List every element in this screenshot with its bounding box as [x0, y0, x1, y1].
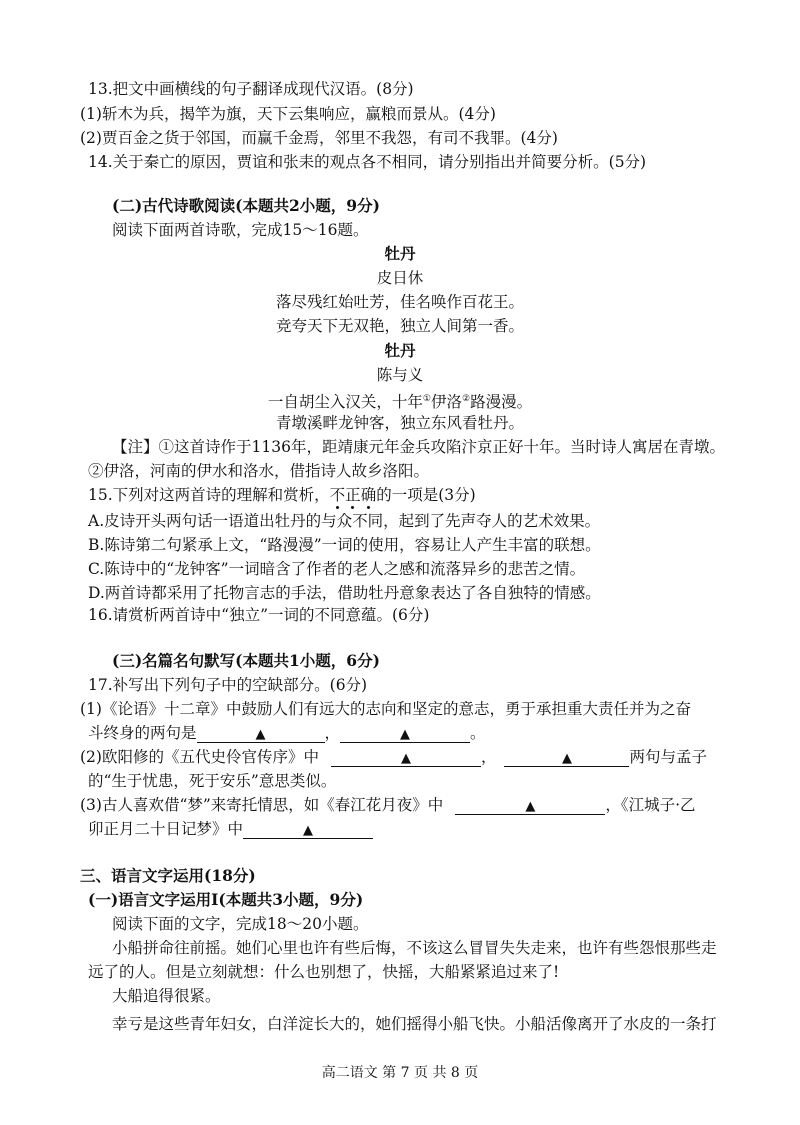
- q15-option-b: B.陈诗第二句紧承上文，“路漫漫”一词的使用，容易让人产生丰富的联想。: [88, 536, 601, 554]
- q17-part-1-cont: 斗终身的两句是 ▲ ， ▲ 。: [88, 724, 486, 742]
- answer-blank[interactable]: ▲: [243, 820, 373, 839]
- q13-stem: 13.把文中画横线的句子翻译成现代汉语。(8分): [88, 80, 414, 98]
- poem2-line-1: 一自胡尘入汉关，十年①伊洛②路漫漫。: [267, 393, 533, 412]
- page-footer: 高二语文 第 7 页 共 8 页: [321, 1065, 479, 1081]
- footnote-1: 【注】①这首诗作于1136年，距靖康元年金兵攻陷汴京正好十年。当时诗人寓居在青墩。: [112, 438, 725, 456]
- subsection-instruction: 阅读下面的文字，完成18～20小题。: [112, 915, 369, 933]
- q17-part-3: (3)古人喜欢借“梦”来寄托情思，如《春江花月夜》中 ▲ ，《江城子·乙: [80, 796, 696, 814]
- q17-stem: 17.补写出下列句子中的空缺部分。(6分): [88, 676, 368, 694]
- passage-line: 远了的人。但是立刻就想：什么也别想了，快摇，大船紧紧追过来了!: [88, 963, 560, 981]
- q17-part-3-cont: 卯正月二十日记梦》中 ▲: [88, 818, 373, 840]
- section-instruction: 阅读下面两首诗歌，完成15～16题。: [112, 221, 369, 239]
- section-title: (三)名篇名句默写(本题共1小题，6分): [112, 651, 380, 670]
- emphasis-char: 正: [345, 486, 361, 504]
- footnote-2: ②伊洛，河南的伊水和洛水，借指诗人故乡洛阳。: [88, 462, 430, 480]
- poem1-title: 牡丹: [384, 244, 416, 263]
- poem1-line-2: 竞夸天下无双艳，独立人间第一香。: [275, 317, 524, 335]
- q15-option-a: A.皮诗开头两句话一语道出牡丹的与众不同，起到了先声夺人的艺术效果。: [88, 512, 601, 530]
- answer-blank[interactable]: ▲: [331, 748, 481, 767]
- q13-item-1: (1)斩木为兵，揭竿为旗，天下云集响应，赢粮而景从。(4分): [80, 105, 496, 123]
- q13-item-2: (2)贾百金之货于邻国，而赢千金焉，邻里不我怨，有司不我罪。(4分): [80, 129, 558, 147]
- poem2-author: 陈与义: [376, 366, 424, 384]
- q15-stem: 15.下列对这两首诗的理解和赏析，不正确的一项是(3分): [88, 486, 476, 504]
- poem2-title: 牡丹: [384, 341, 416, 360]
- q17-part-1: (1)《论语》十二章》中鼓励人们有远大的志向和坚定的意志，勇于承担重大责任并为之奋: [80, 700, 691, 718]
- answer-blank[interactable]: ▲: [197, 724, 325, 743]
- q16-stem: 16.请赏析两首诗中“独立”一词的不同意蕴。(6分): [88, 606, 430, 624]
- answer-blank[interactable]: ▲: [340, 724, 470, 743]
- q17-part-2-cont: 的“生于忧患，死于安乐”意思类似。: [88, 772, 337, 790]
- emphasis-char: 不: [329, 486, 346, 504]
- answer-blank[interactable]: ▲: [455, 796, 605, 815]
- answer-blank[interactable]: ▲: [504, 748, 629, 767]
- q14-stem: 14.关于秦亡的原因，贾谊和张耒的观点各不相同，请分别指出并简要分析。(5分): [88, 153, 647, 171]
- section-title: (二)古代诗歌阅读(本题共2小题，9分): [112, 196, 380, 215]
- passage-line: 大船追得很紧。: [112, 987, 221, 1005]
- q15-option-d: D.两首诗都采用了托物言志的手法，借助牡丹意象表达了各自独特的情感。: [88, 584, 601, 602]
- q17-part-2: (2)欧阳修的《五代史伶官传序》中 ▲ ， ▲ 两句与孟子: [80, 748, 707, 766]
- footnote-marker-1: ①: [422, 394, 431, 404]
- footnote-marker-2: ②: [462, 394, 471, 404]
- subsection-title: (一)语言文字运用Ⅰ(本题共3小题，9分): [88, 890, 364, 909]
- q15-option-c: C.陈诗中的“龙钟客”一词暗含了作者的老人之感和流落异乡的悲苦之情。: [88, 560, 586, 578]
- emphasis-char: 确: [360, 486, 377, 504]
- passage-line: 小船拼命往前摇。她们心里也许有些后悔，不该这么冒冒失失走来，也许有些怨恨那些走: [112, 939, 717, 957]
- poem2-line-2: 青墩溪畔龙钟客，独立东风看牡丹。: [275, 414, 524, 432]
- poem1-line-1: 落尽残红始吐芳，佳名唤作百花王。: [275, 293, 524, 311]
- poem1-author: 皮日休: [376, 269, 424, 287]
- part-title: 三、语言文字运用(18分): [80, 866, 256, 885]
- passage-line: 幸亏是这些青年妇女，白洋淀长大的，她们摇得小船飞快。小船活像离开了水皮的一条打: [112, 1015, 717, 1033]
